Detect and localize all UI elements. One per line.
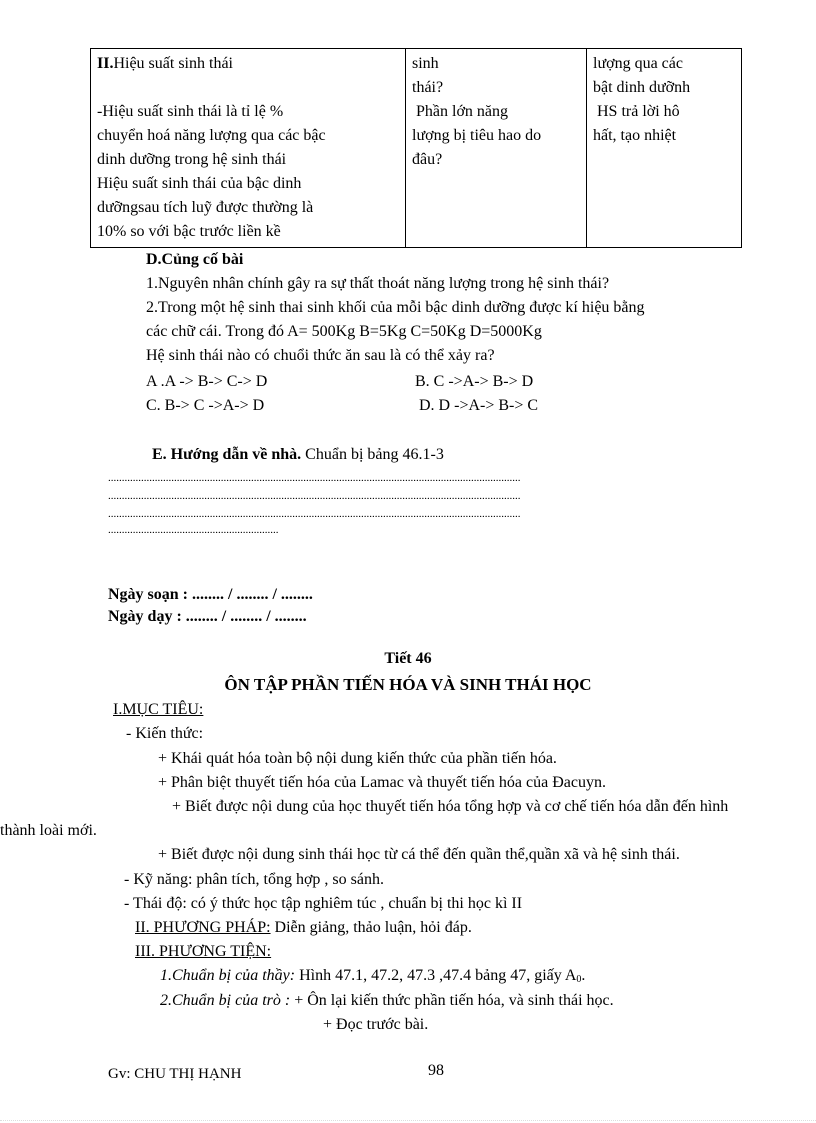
- option-d: D. D ->A-> B-> C: [419, 397, 539, 414]
- table-cell-content: [91, 49, 406, 248]
- teacher-name: Gv: CHU THỊ HẠNH: [108, 1066, 242, 1082]
- option-b: B. C ->A-> B-> D: [415, 373, 534, 390]
- objectives-heading: I.MỤC TIÊU:: [113, 701, 204, 718]
- knowledge-item: + Biết được nội dung sinh thái học từ cá thể đến quần thể,quần xã và hệ sinh thái.: [158, 846, 680, 863]
- cell-line: Hiệu suất sinh thái của bậc dinh: [97, 175, 302, 192]
- dotted-line: ......................................................................................................................................................: [108, 472, 521, 484]
- cell-line: bật dinh dưỡnh: [593, 79, 691, 96]
- cell-line: lượng bị tiêu hao do: [412, 127, 542, 144]
- knowledge-label: - Kiến thức:: [126, 725, 204, 742]
- attitude: - Thái độ: có ý thức học tập nghiêm túc , chuẩn bị thi học kì II: [124, 895, 523, 912]
- cell-line: dưỡngsau tích luỹ được thường là: [97, 199, 314, 216]
- cell-line: đâu?: [412, 151, 443, 168]
- knowledge-item-continued: thành loài mới.: [0, 822, 97, 839]
- option-a: A .A -> B-> C-> D: [146, 373, 268, 390]
- cell-heading: II.Hiệu suất sinh thái: [97, 55, 233, 72]
- materials-heading: III. PHƯƠNG TIỆN:: [135, 943, 272, 960]
- cell-line: -Hiệu suất sinh thái là tỉ lệ %: [97, 103, 284, 120]
- student-preparation-2: + Đọc trước bài.: [323, 1016, 429, 1033]
- cell-line: HS trả lời hô: [593, 103, 680, 120]
- cell-line: lượng qua các: [593, 55, 683, 72]
- option-c: C. B-> C ->A-> D: [146, 397, 265, 414]
- knowledge-item: + Khái quát hóa toàn bộ nội dung kiến thức của phần tiến hóa.: [158, 750, 557, 767]
- table-cell-student: [587, 49, 742, 248]
- cell-line: 10% so với bậc trước liền kề: [97, 223, 281, 240]
- knowledge-item: + Biết được nội dung của học thuyết tiến hóa tổng hợp và cơ chế tiến hóa dẫn đến hình: [172, 798, 729, 815]
- page-number: 98: [428, 1062, 444, 1079]
- knowledge-item: + Phân biệt thuyết tiến hóa của Lamac và thuyết tiến hóa của Đacuyn.: [158, 774, 606, 791]
- date-taught: Ngày dạy : ........ / ........ / ........: [108, 608, 307, 625]
- teacher-preparation: 1.Chuẩn bị của thầy: Hình 47.1, 47.2, 47.3 ,47.4 bảng 47, giấy $A_0$.: [160, 967, 586, 985]
- methods: II. PHƯƠNG PHÁP: Diễn giảng, thảo luận, hỏi đáp.: [135, 919, 472, 936]
- table-cell-teacher: [406, 49, 587, 248]
- skills: - Kỹ năng: phân tích, tổng hợp , so sánh.: [124, 871, 384, 888]
- summary-table: [90, 48, 742, 248]
- section-d-title: D.Củng cố bài: [146, 251, 244, 268]
- cell-line: thái?: [412, 79, 444, 96]
- cell-line: chuyển hoá năng lượng qua các bậc: [97, 127, 326, 144]
- question-2-line-2: các chữ cái. Trong đó A= 500Kg B=5Kg C=50Kg D=5000Kg: [146, 323, 542, 340]
- lesson-number: Tiết 46: [384, 650, 432, 667]
- cell-line: hất, tạo nhiệt: [593, 127, 677, 144]
- dotted-line: ......................................................................................................................................................: [108, 508, 521, 520]
- question-1: 1.Nguyên nhân chính gây ra sự thất thoát năng lượng trong hệ sinh thái?: [146, 275, 610, 292]
- cell-line: dinh dưỡng trong hệ sinh thái: [97, 151, 287, 168]
- question-2-line-3: Hệ sinh thái nào có chuổi thức ăn sau là có thể xảy ra?: [146, 347, 495, 364]
- question-2-line-1: 2.Trong một hệ sinh thai sinh khối của mỗi bậc dinh dưỡng được kí hiệu bằng: [146, 299, 645, 316]
- date-prepared: Ngày soạn : ........ / ........ / ........: [108, 586, 313, 603]
- cell-line: Phần lớn năng: [412, 103, 509, 120]
- student-preparation: 2.Chuẩn bị của trò : + Ôn lại kiến thức phần tiến hóa, và sinh thái học.: [160, 992, 614, 1009]
- dotted-line: ..............................................................: [108, 524, 279, 536]
- dotted-line: ......................................................................................................................................................: [108, 490, 521, 502]
- page-bottom-border: [0, 1120, 816, 1122]
- cell-line: sinh: [412, 55, 439, 72]
- section-e: E. Hướng dẫn về nhà. Chuẩn bị bảng 46.1-3: [152, 446, 444, 463]
- lesson-title: ÔN TẬP PHẦN TIẾN HÓA VÀ SINH THÁI HỌC: [224, 675, 592, 694]
